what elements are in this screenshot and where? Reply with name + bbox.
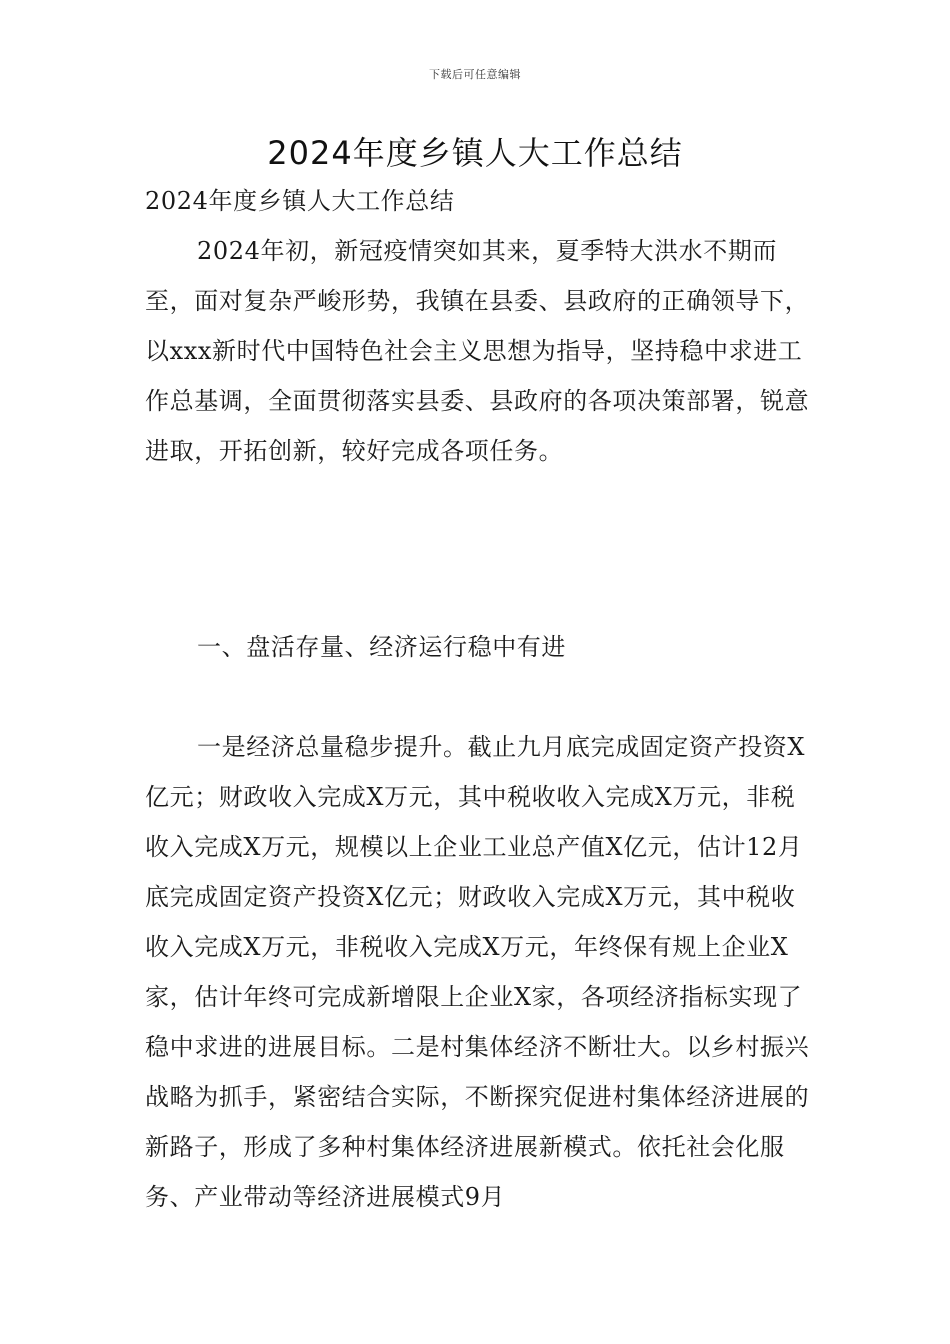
section-heading: 一、盘活存量、经济运行稳中有进: [197, 633, 566, 661]
header-note: 下载后可任意编辑: [429, 68, 521, 81]
intro-paragraph: 2024年初，新冠疫情突如其来，夏季特大洪水不期而至，面对复杂严峻形势，我镇在县委、县政府的正确领导下，以xxx新时代中国特色社会主义思想为指导，坚持稳中求进工作总基调，全面贯彻落实县委、县政府的各项决策部署，锐意进取，开拓创新，较好完成各项任务。: [145, 237, 810, 465]
document-title: 2024年度乡镇人大工作总结: [267, 134, 683, 172]
document-subtitle: 2024年度乡镇人大工作总结: [145, 187, 455, 215]
body-paragraph: 一是经济总量稳步提升。截止九月底完成固定资产投资X亿元；财政收入完成X万元，其中税收收入完成X万元，非税收入完成X万元，规模以上企业工业总产值X亿元，估计12月底完成固定资产投资X亿元；财政收入完成X万元，其中税收收入完成X万元，非税收入完成X万元，年终保有规上企业X家，估计年终可完成新增限上企业X家，各项经济指标实现了稳中求进的进展目标。二是村集体经济不断壮大。以乡村振兴战略为抓手，紧密结合实际，不断探究促进村集体经济进展的新路子，形成了多种村集体经济进展新模式。依托社会化服务、产业带动等经济进展模式9月: [145, 733, 810, 1211]
